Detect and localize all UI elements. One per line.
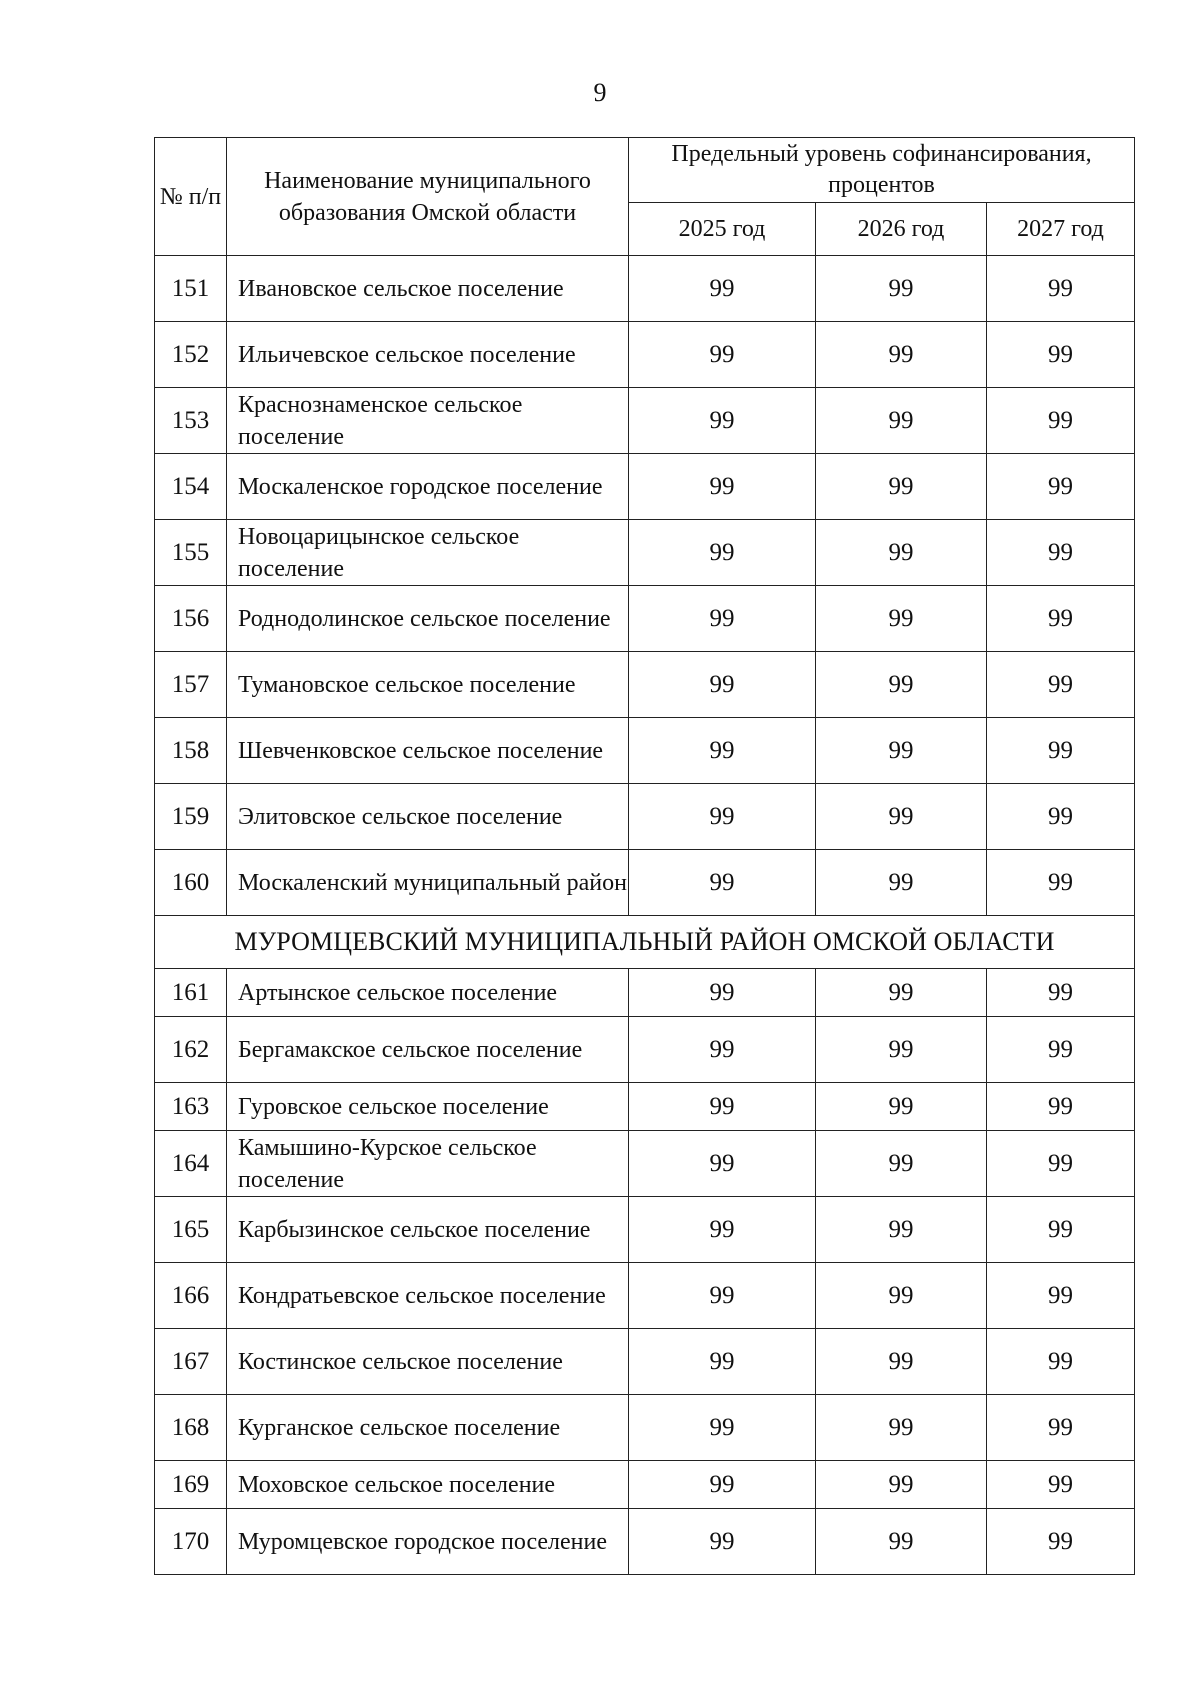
municipality-name: Краснознаменское сельское поселение — [227, 388, 629, 454]
value-2027: 99 — [987, 1509, 1135, 1575]
value-2025: 99 — [629, 1329, 816, 1395]
row-number: 160 — [155, 850, 227, 916]
value-2025: 99 — [629, 520, 816, 586]
row-number: 168 — [155, 1395, 227, 1461]
value-2025: 99 — [629, 1197, 816, 1263]
value-2027: 99 — [987, 718, 1135, 784]
row-number: 161 — [155, 969, 227, 1017]
table-row — [155, 454, 1135, 520]
value-2027: 99 — [987, 388, 1135, 454]
value-2026: 99 — [816, 1509, 987, 1575]
value-2027: 99 — [987, 1017, 1135, 1083]
value-2026: 99 — [816, 850, 987, 916]
value-2027: 99 — [987, 784, 1135, 850]
row-number: 166 — [155, 1263, 227, 1329]
municipality-name: Бергамакское сельское поселение — [227, 1017, 629, 1083]
value-2027: 99 — [987, 850, 1135, 916]
value-2026: 99 — [816, 586, 987, 652]
value-2026: 99 — [816, 652, 987, 718]
row-number: 155 — [155, 520, 227, 586]
value-2026: 99 — [816, 388, 987, 454]
value-2027: 99 — [987, 1083, 1135, 1131]
value-2027: 99 — [987, 322, 1135, 388]
value-2026: 99 — [816, 784, 987, 850]
value-2025: 99 — [629, 850, 816, 916]
value-2026: 99 — [816, 718, 987, 784]
table-row — [155, 1017, 1135, 1083]
value-2025: 99 — [629, 1461, 816, 1509]
row-number: 167 — [155, 1329, 227, 1395]
value-2026: 99 — [816, 454, 987, 520]
table-body — [155, 256, 1135, 1575]
value-2027: 99 — [987, 256, 1135, 322]
row-number: 169 — [155, 1461, 227, 1509]
value-2027: 99 — [987, 1263, 1135, 1329]
row-number: 153 — [155, 388, 227, 454]
value-2026: 99 — [816, 322, 987, 388]
row-number: 162 — [155, 1017, 227, 1083]
table-row — [155, 586, 1135, 652]
value-2026: 99 — [816, 1131, 987, 1197]
municipality-name: Муромцевское городское поселение — [227, 1509, 629, 1575]
value-2026: 99 — [816, 969, 987, 1017]
value-2025: 99 — [629, 256, 816, 322]
value-2027: 99 — [987, 1197, 1135, 1263]
value-2026: 99 — [816, 520, 987, 586]
table-row — [155, 1083, 1135, 1131]
municipality-name: Камышино-Курское сельское поселение — [227, 1131, 629, 1197]
row-number: 158 — [155, 718, 227, 784]
header-cofinancing-level: Предельный уровень софинансирования, процентов — [629, 138, 1135, 203]
table-row — [155, 1329, 1135, 1395]
value-2027: 99 — [987, 969, 1135, 1017]
value-2026: 99 — [816, 1395, 987, 1461]
value-2025: 99 — [629, 1083, 816, 1131]
row-number: 154 — [155, 454, 227, 520]
value-2027: 99 — [987, 1395, 1135, 1461]
page-number: 9 — [593, 78, 607, 107]
table-row — [155, 322, 1135, 388]
table-row — [155, 718, 1135, 784]
table-row — [155, 652, 1135, 718]
municipality-name: Курганское сельское поселение — [227, 1395, 629, 1461]
header-year-2025: 2025 год — [629, 203, 816, 256]
value-2025: 99 — [629, 1395, 816, 1461]
row-number: 164 — [155, 1131, 227, 1197]
header-year-2027: 2027 год — [987, 203, 1135, 256]
table-row — [155, 520, 1135, 586]
row-number: 165 — [155, 1197, 227, 1263]
value-2026: 99 — [816, 1197, 987, 1263]
municipality-name: Новоцарицынское сельское поселение — [227, 520, 629, 586]
municipality-name: Ильичевское сельское поселение — [227, 322, 629, 388]
row-number: 152 — [155, 322, 227, 388]
municipality-name: Кондратьевское сельское поселение — [227, 1263, 629, 1329]
value-2027: 99 — [987, 520, 1135, 586]
municipality-name: Москаленское городское поселение — [227, 454, 629, 520]
value-2026: 99 — [816, 1083, 987, 1131]
table-header — [155, 138, 1135, 256]
value-2025: 99 — [629, 1131, 816, 1197]
municipality-name: Тумановское сельское поселение — [227, 652, 629, 718]
value-2025: 99 — [629, 652, 816, 718]
table-row — [155, 969, 1135, 1017]
header-name-column: Наименование муниципального образования Омской области — [227, 138, 629, 256]
value-2026: 99 — [816, 1017, 987, 1083]
header-year-2026: 2026 год — [816, 203, 987, 256]
value-2026: 99 — [816, 1329, 987, 1395]
value-2027: 99 — [987, 454, 1135, 520]
value-2025: 99 — [629, 454, 816, 520]
table-row — [155, 256, 1135, 322]
value-2026: 99 — [816, 1461, 987, 1509]
value-2025: 99 — [629, 1509, 816, 1575]
municipality-name: Карбызинское сельское поселение — [227, 1197, 629, 1263]
table-row — [155, 1395, 1135, 1461]
row-number: 170 — [155, 1509, 227, 1575]
municipality-name: Элитовское сельское поселение — [227, 784, 629, 850]
value-2027: 99 — [987, 652, 1135, 718]
value-2026: 99 — [816, 1263, 987, 1329]
municipality-name: Костинское сельское поселение — [227, 1329, 629, 1395]
value-2025: 99 — [629, 1017, 816, 1083]
value-2025: 99 — [629, 969, 816, 1017]
row-number: 151 — [155, 256, 227, 322]
value-2025: 99 — [629, 784, 816, 850]
row-number: 159 — [155, 784, 227, 850]
value-2025: 99 — [629, 718, 816, 784]
municipality-name: Москаленский муниципальный район — [227, 850, 629, 916]
value-2025: 99 — [629, 388, 816, 454]
value-2025: 99 — [629, 322, 816, 388]
municipality-name: Ивановское сельское поселение — [227, 256, 629, 322]
table-row — [155, 1263, 1135, 1329]
table-row — [155, 388, 1135, 454]
value-2027: 99 — [987, 586, 1135, 652]
table-row — [155, 1197, 1135, 1263]
row-number: 156 — [155, 586, 227, 652]
table-row — [155, 784, 1135, 850]
municipality-name: Шевченковское сельское поселение — [227, 718, 629, 784]
row-number: 163 — [155, 1083, 227, 1131]
header-number-column: № п/п — [155, 138, 227, 256]
value-2025: 99 — [629, 586, 816, 652]
value-2027: 99 — [987, 1461, 1135, 1509]
cofinancing-table — [154, 137, 1135, 1575]
table-row — [155, 1461, 1135, 1509]
section-title: МУРОМЦЕВСКИЙ МУНИЦИПАЛЬНЫЙ РАЙОН ОМСКОЙ ОБЛАСТИ — [155, 916, 1135, 969]
value-2026: 99 — [816, 256, 987, 322]
municipality-name: Гуровское сельское поселение — [227, 1083, 629, 1131]
value-2027: 99 — [987, 1131, 1135, 1197]
municipality-name: Моховское сельское поселение — [227, 1461, 629, 1509]
municipality-name: Роднодолинское сельское поселение — [227, 586, 629, 652]
table-row — [155, 1509, 1135, 1575]
table-row — [155, 1131, 1135, 1197]
table-row — [155, 850, 1135, 916]
section-header-row — [155, 916, 1135, 969]
value-2027: 99 — [987, 1329, 1135, 1395]
row-number: 157 — [155, 652, 227, 718]
municipality-name: Артынское сельское поселение — [227, 969, 629, 1017]
value-2025: 99 — [629, 1263, 816, 1329]
